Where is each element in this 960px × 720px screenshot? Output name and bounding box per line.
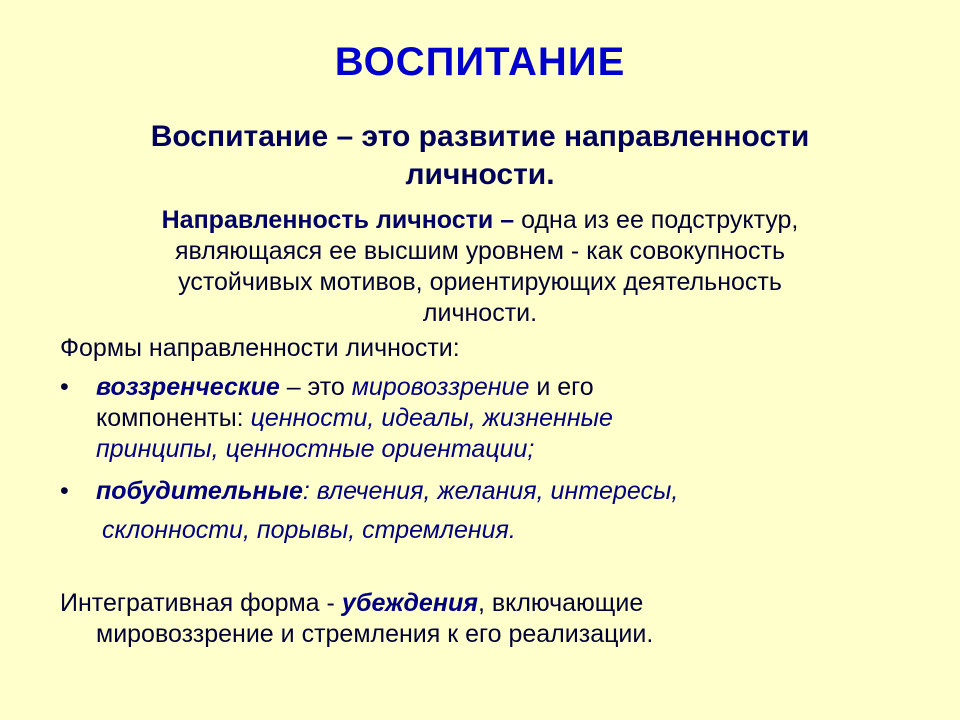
- bullet-principles-line: принципы, ценностные ориентации;: [96, 435, 535, 463]
- bullet-item-motivational: [60, 476, 900, 546]
- orientation-line-2: являющаяся ее высшим уровнем - как совокупность: [175, 237, 785, 265]
- orientation-paragraph: [60, 205, 900, 329]
- definition-text: [60, 118, 900, 194]
- integrative-term: убеждения: [341, 589, 478, 617]
- bullet-dash: – это: [279, 373, 352, 401]
- bullet-term-worldview: воззренческие: [96, 373, 280, 401]
- orientation-line-4: личности.: [422, 299, 538, 327]
- bullet-marker: •: [60, 477, 69, 505]
- bullet-motivational-line-2: склонности, порывы, стремления.: [102, 516, 516, 544]
- bullet-components: компоненты:: [96, 404, 251, 432]
- slide-title: ВОСПИТАНИЕ: [334, 40, 626, 84]
- integrative-prefix: Интегративная форма -: [60, 589, 342, 617]
- integrative-paragraph: [60, 588, 900, 650]
- forms-bullet-list: [60, 372, 900, 546]
- bullet-marker: •: [60, 373, 69, 401]
- bullet-item-worldview: [60, 372, 900, 465]
- integrative-suffix: , включающие: [477, 589, 644, 617]
- bullet-motivational-line-1: влечения, желания, интересы,: [316, 477, 679, 505]
- bullet-and-its: и его: [529, 373, 594, 401]
- bullet-values-line: ценности, идеалы, жизненные: [250, 404, 613, 432]
- bullet-worldview-word: мировоззрение: [351, 373, 530, 401]
- bullet-term-motivational: побудительные: [96, 477, 303, 505]
- orientation-line-3: устойчивых мотивов, ориентирующих деятельность: [178, 268, 782, 296]
- definition-line-2: личности.: [405, 158, 555, 191]
- bullet-colon: :: [302, 477, 317, 505]
- orientation-term: Направленность личности –: [161, 206, 515, 234]
- definition-line-1: Воспитание – это развитие направленности: [150, 120, 810, 153]
- orientation-line-1-rest: одна из ее подструктур,: [514, 206, 799, 234]
- integrative-line-2: мировоззрение и стремления к его реализации.: [96, 620, 654, 648]
- forms-heading: Формы направленности личности:: [60, 334, 460, 362]
